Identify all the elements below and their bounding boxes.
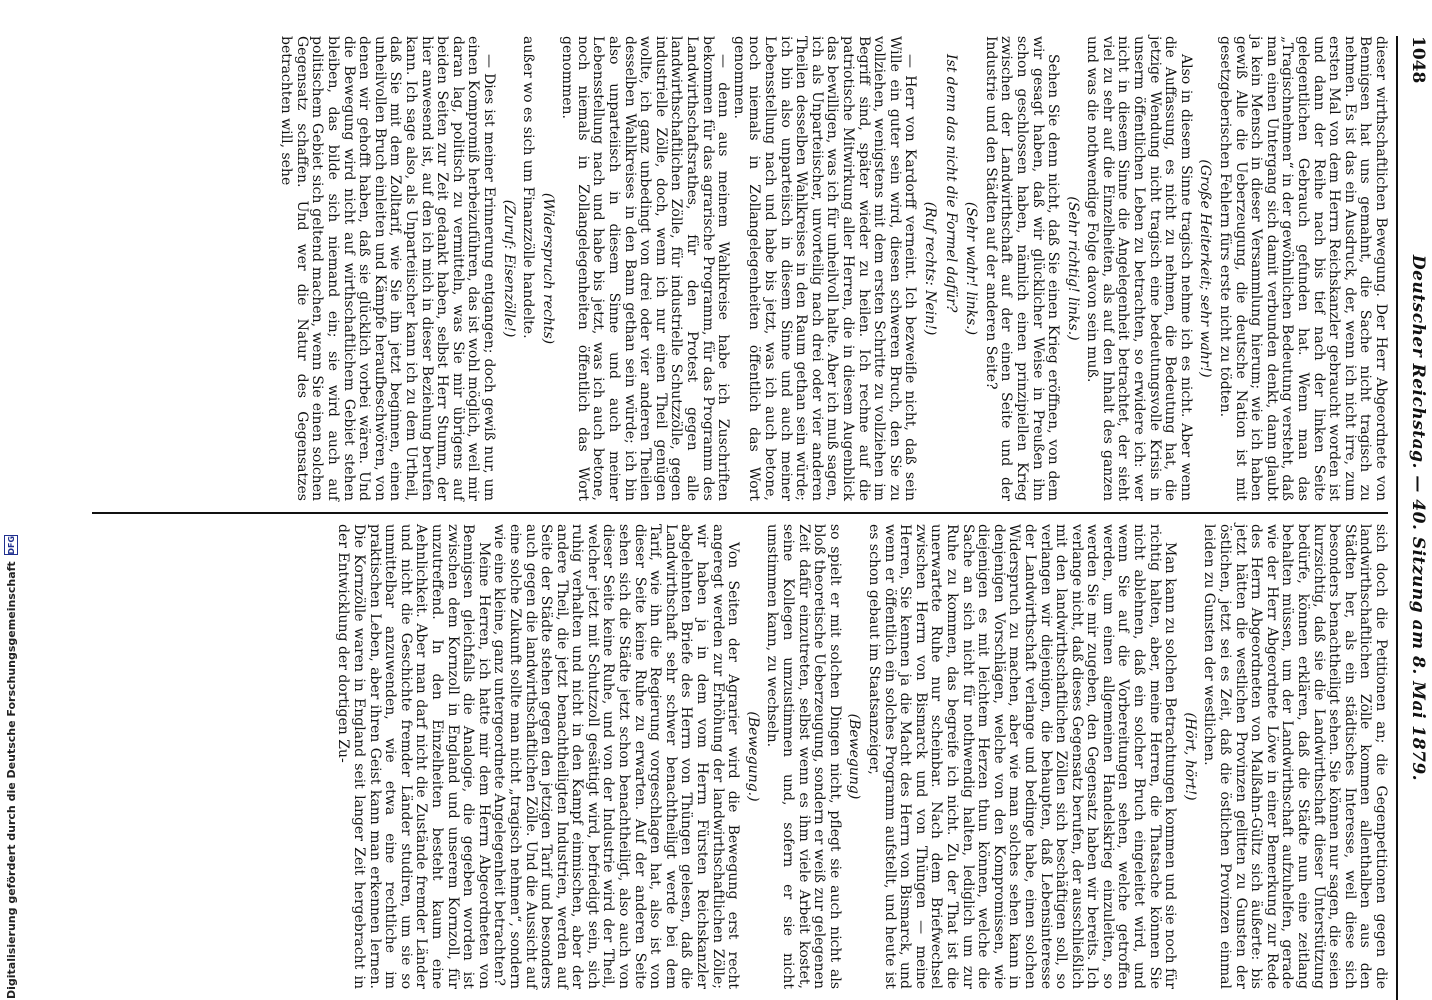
reaction-note: (Sehr wahr! links.) <box>963 201 980 336</box>
reaction-note: (Widerspruch rechts) <box>539 192 556 345</box>
reaction-note: (Zuruf: Eisenzölle!) <box>500 199 517 338</box>
header-rule <box>1396 36 1398 1000</box>
paragraph: Sehen Sie denn nicht, daß Sie einen Krieg eröffnen, von dem wir gesagt haben, daß wir glücklicher Weise in Preußen ihn schon geschlossen haben, nämlich einen prinzipiellen Krieg zwischen der Landwirthschaft auf der einen Seite und der Industrie und den Städten auf der anderen Seite? <box>982 36 1062 501</box>
left-text-column <box>92 36 1388 501</box>
reaction-note: (Hört, hört!) <box>1181 712 1198 801</box>
reaction-note: (Bewegung) <box>846 713 863 800</box>
page-title: Deutscher Reichstag. — 40. Sitzung am 8. Mai 1879. <box>1408 254 1428 782</box>
paragraph: sich doch die Petitionen an; die Gegenpetitionen gegen die landwirthschaftlichen Zölle kommen allenthalben aus den Städten her, als ein städtisches Interesse, weil diese sich besonders benachtheiligt sehen. Sie können nur sagen, die seien kurzsichtig, daß sie die Landwirthschaft dieser Unterstützung bedürfe, können erklären, daß die Städte nun eine zeitlang behalten müssen, um der Landwirthschaft aufzuhelfen, gerade wie der Herr Abgeordnete Löwe in einer Bemerkung zur Rede des Herrn Abgeordneten von Malßahn-Gültz sich äußerte: bis jetzt hätten die westlichen Provinzen gelitten zu Gunsten der östlichen, jetzt sei es Zeit, daß die östlichen Provinzen einmal leiden zu Gunsten der westlichen. <box>1201 524 1389 989</box>
reaction-note: (Große Heiterkeit; sehr wahr!) <box>1197 159 1214 378</box>
paragraph: so spielt er mit solchen Dingen nicht, pflegt sie auch nicht als bloß theoretische Ueberzeugung, sondern er weiß zur gelegenen Zeit dafür einzutreten, selbst wenn es ihm viele Arbeit kostet, seine Kollegen umzustimmen und, sofern er sie nicht umstimmen kann, zu wechseln. <box>764 524 843 989</box>
credit-text: Digitalisierung gefördert durch die Deutsche Forschungsgemeinschaft <box>4 561 18 999</box>
column-divider <box>92 512 1388 514</box>
page-header <box>1390 36 1432 1000</box>
page-number: 1048 <box>1408 36 1428 84</box>
reaction-note: (Sehr richtig! links.) <box>1064 196 1081 341</box>
reaction-note: (Ruf rechts: Nein!) <box>921 201 938 336</box>
paragraph: außer wo es sich um Finanzzölle handelte. <box>520 36 537 339</box>
question-line: Ist denn das nicht die Formel dafür? <box>942 54 959 313</box>
paragraph: Also in diesem Sinne tragisch nehme ich es nicht. Aber wenn die Auffassung, es nicht zu nehmen, die Bedeutung hat, die jetzige Wendung nicht tragisch eine bedeutungsvolle Krisis in unserm öffentlichen Leben zu betrachten, so erwidere ich: wer nicht in diesem Sinne die Angelegenheit betrachtet, der sieht viel zu sehr auf die Einzelheiten, als auf den Inhalt des ganzen und was die nothwendige Folge davon sein muß. <box>1084 36 1194 501</box>
paragraph: Von Seiten der Agrarier wird die Bewegung erst recht angeregt werden zur Erhöhung der landwirthschaftlichen Zölle; wir haben ja in dem vom Herrn Fürsten Reichskanzler abgelehnten Briefe des Herrn von Thüngen gelesen, daß die Landwirthschaft sehr schwer benachtheiligt werde bei dem Tarif, wie ihn die Regierung vorgeschlagen hat, also ist von dieser Seite keine Ruhe zu erwarten. Auf der anderen Seite sehen sich die Städte jetzt schon benachtheiligt, also auch von dieser Seite keine Ruhe, und von der Industrie wird der Theil, welcher jetzt mit Schutzzoll gesättigt wird, befriedigt sein, sich ruhig verhalten und nicht in den Kampf einmischen, aber der andere Theil, die jetzt benachtheiligten Industrien, werden auf Seite der Städte stehen gegen den jetzigen Tarif und besonders auch gegen die landwirthschaftlichen Zölle. Und die Aussicht auf eine solche Zukunft sollte man nicht „tragisch nehmen“, sondern wie eine kleine, ganz untergeordnete Angelegenheit betrachten? <box>491 524 742 989</box>
rotated-print-page <box>92 36 1432 1000</box>
digitization-credit <box>0 535 22 1000</box>
paragraph: — Herr von Kardorff verneint. Ich bezweifle nicht, daß sein Wille ein guter sein wird, diesen schweren Bruch, den Sie zu vollziehen, wenigstens mit dem ersten Schritte zu vollziehen im Begriff sind, später wieder zu heilen. Ich rechne auf die patriotische Mitwirkung aller Herren, die in diesem Augenblick das bewilligen, was ich für unheilvoll halte. Aber ich muß sagen, ich als Unparteiischer, unvorteilig nach drei oder vier anderen Theilen desselben Wahlkreises in den Raum gethan sein würde; ich bin also unparteiisch in diesem Sinne und auch meiner Lebensstellung nach und habe bis jetzt, was ich auch betone, noch niemals in Zollangelegenheiten öffentlich das Wort genommen. <box>730 36 919 501</box>
paragraph: Meine Herren, ich hatte mir dem Herrn Abgeordneten von Bennigsen gleichfalls die Analogie, die gegeben worden ist zwischen dem Kornzoll in England und unserem Kornzoll, für unzutreffend. In den Einzelheiten besteht kaum eine Aehnlichkeit. Aber man darf nicht die Zustände fremder Länder und nicht die Geschichte fremder Länder studiren, um sie so unmittelbar anzuwenden, wie etwa eine rechtliche im praktischen Leben, aber ihren Geist kann man erkennen lernen. Die Kornzölle waren in England seit langer Zeit hergebracht in der Entwicklung der dortigen Zu- <box>335 524 492 989</box>
paragraph: Man kann zu solchen Betrachtungen kommen und sie noch für richtig halten, aber, meine Herren, die Thatsache können Sie nicht ablehnen, daß ein solcher Bruch eingeleitet wird, und wenn Sie auf die Vorbereitungen sehen, welche getroffen werden, um einen allgemeinen Handelskrieg einzuleiten, so werden Sie mir zugeben, den Gegensatz haben wir bereits. Ich verlange nicht, daß dieses Gegensatz berufen, der ausschließlich mit den landwirthschaftlichen Zöllen sich beschäftigen soll, so verlangen wir diejenigen, die behaupten, daß Lebensinteresse der Landwirthschaft verlange und bedinge habe, einen solchen Widerspruch zu machen, aber wie man solches sehen kann in denjenigen Vorschlägen, welche von den Kompromissen, wie diejenigen es mit leichtem Herzen thun können, welche die Sache an sich nicht für nothwendig halten, lediglich um zur Ruhe zu kommen, das begreife ich nicht. Zu der That ist die unerwartete Ruhe nur scheinbar. Nach dem Briefwechsel zwischen Herrn von Bismarck und von Thüngen — meine Herren, Sie kennen ja die Macht des Herrn von Bismarck, und wenn er öffentlich ein solches Programm aufstellt, und heute ist es schon gebaut im Staatsanzeiger, <box>866 524 1179 989</box>
dfg-logo-icon: DFG <box>4 535 18 555</box>
right-text-column <box>92 524 1388 989</box>
reaction-note: (Bewegung.) <box>744 711 761 802</box>
paragraph: — denn aus meinem Wahlkreise habe ich Zuschriften bekommen für das agrarische Programm, für das Programm des Landwirthschaftsrathes, für den Protest gegen alle landwirthschaftlichen Zölle, für industrielle Schutzzölle, gegen industrielle Zölle, doch, wenn ich nur einen Theil genügen wollte, ich ganz unbedingt von drei oder vier anderen Theilen desselben Wahlkreises in den Bann gethan sein würde; ich bin also unparteiisch in diesem Sinne und auch meiner Lebensstellung nach und habe bis jetzt, was ich auch betone, noch niemals in Zollangelegenheiten öffentlich das Wort genommen. <box>559 36 732 501</box>
paragraph: — Dies ist meiner Erinnerung entgangen; doch gewiß nur, um einen Kompromiß herbeizuführen, das ist wohl möglich, weil mir daran lag, politisch zu vermitteln, was Sie mir übrigens auf beiden Seiten zur Zeit gedankt haben, selbst Herr Stumm, der hier anwesend ist, auf den ich mich in dieser Beziehung berufen kann. Ich sage also, als Unparteiischer kann ich zu dem Urtheil, daß Sie mit dem Zolltarif, wie Sie ihn jetzt beginnen, einen unheilvollen Bruch einleiten und Kämpfe heraufbeschwören, von denen wir gehofft haben, daß sie glücklich vorbei wären. Und die Bewegung wird nicht auf wirthschaftlichem Gebiet stehen bleiben, das bilde sich niemand ein; sie wird auch auf politischem Gebiet sich geltend machen, wenn Sie einen solchen Gegensatz schaffen. Und wer die Natur des Gegensatzes betrachten will, sehe <box>278 36 497 501</box>
paragraph: dieser wirthschaftlichen Bewegung. Der Herr Abgeordnete von Bennigsen hat uns gemahnt, die Sache nicht tragisch zu nehmen. Es ist das ein Ausdruck, der, wenn ich nicht irre, zum ersten Mal von dem Herrn Reichskanzler gebraucht worden ist und dann der Reihe nach bis tief nach der linken Seite gelegentlichen Gebrauch gefunden hat. Wenn man das „Tragischnehmen“ in der gewöhnlichen Bedeutung versteht, daß man einen Untergang sich damit verbunden denkt, dann glaubt ja kein Mensch in dieser Versammlung hierum; wie ich haben gewiß Alle die Ueberzeugung, die deutsche Nation ist mit gesetzgeberischen Fehlern fürs erste nicht zu tödten. <box>1217 36 1389 501</box>
